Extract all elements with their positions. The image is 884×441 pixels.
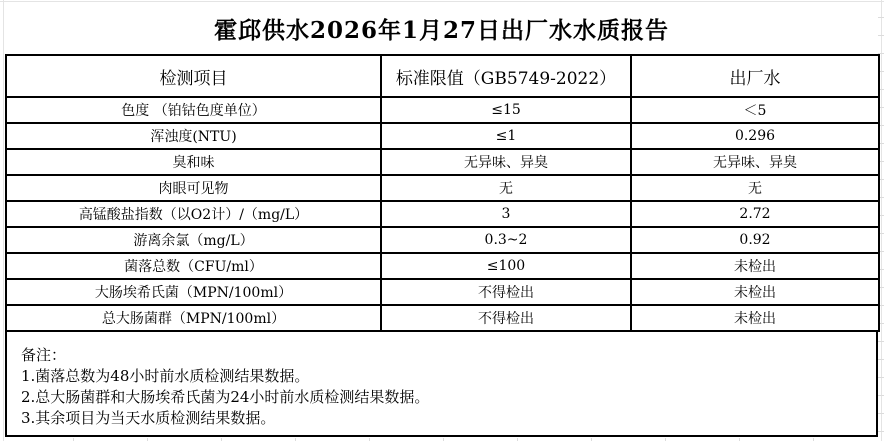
cell-value: 0.92 [631,227,879,253]
note-item: 1.菌落总数为48小时前水质检测结果数据。 [21,367,310,385]
cell-item: 肉眼可见物 [6,175,381,201]
table-row [6,305,879,331]
note-item: 3.其余项目为当天水质检测结果数据。 [21,409,276,427]
notes-section [5,330,878,437]
report-title: 霍邱供水2026年1月27日出厂水水质报告 [213,16,670,44]
cell-value: 0.296 [631,123,879,149]
cell-item: 总大肠菌群（MPN/100ml） [6,305,381,331]
table-row [6,123,879,149]
table-row [6,227,879,253]
note-item: 2.总大肠菌群和大肠埃希氏菌为24小时前水质检测结果数据。 [21,388,430,406]
cell-limit: 3 [381,201,631,227]
cell-value: 无异味、异臭 [631,149,879,175]
cell-limit: ≤1 [381,123,631,149]
water-quality-report [5,2,878,437]
cell-item: 高锰酸盐指数（以O2计）/（mg/L） [6,201,381,227]
cell-item: 游离余氯（mg/L） [6,227,381,253]
cell-value: 2.72 [631,201,879,227]
cell-item: 臭和味 [6,149,381,175]
cell-limit: 无异味、异臭 [381,149,631,175]
cell-value: 未检出 [631,279,879,305]
table-row [6,175,879,201]
cell-limit: 0.3~2 [381,227,631,253]
spreadsheet-gridline-left [3,0,4,441]
cell-item: 大肠埃希氏菌（MPN/100ml） [6,279,381,305]
cell-limit: 无 [381,175,631,201]
column-header-limit: 标准限值（GB5749-2022） [381,55,631,97]
cell-limit: 不得检出 [381,305,631,331]
cell-limit: ≤100 [381,253,631,279]
table-row [6,279,879,305]
table-row [6,149,879,175]
table-row [6,253,879,279]
table-header-row [6,55,879,97]
cell-value: 未检出 [631,253,879,279]
column-header-value: 出厂水 [631,55,879,97]
cell-item: 菌落总数（CFU/ml） [6,253,381,279]
cell-limit: ≤15 [381,97,631,123]
table-row [6,201,879,227]
notes-label: 备注： [21,346,67,364]
cell-value: 未检出 [631,305,879,331]
cell-value: 无 [631,175,879,201]
cell-limit: 不得检出 [381,279,631,305]
column-header-item: 检测项目 [6,55,381,97]
cell-value: ＜5 [631,97,879,123]
cell-item: 浑浊度(NTU) [6,123,381,149]
table-row [6,97,879,123]
cell-item: 色度 （铂钴色度单位） [6,97,381,123]
water-quality-table [5,54,880,332]
